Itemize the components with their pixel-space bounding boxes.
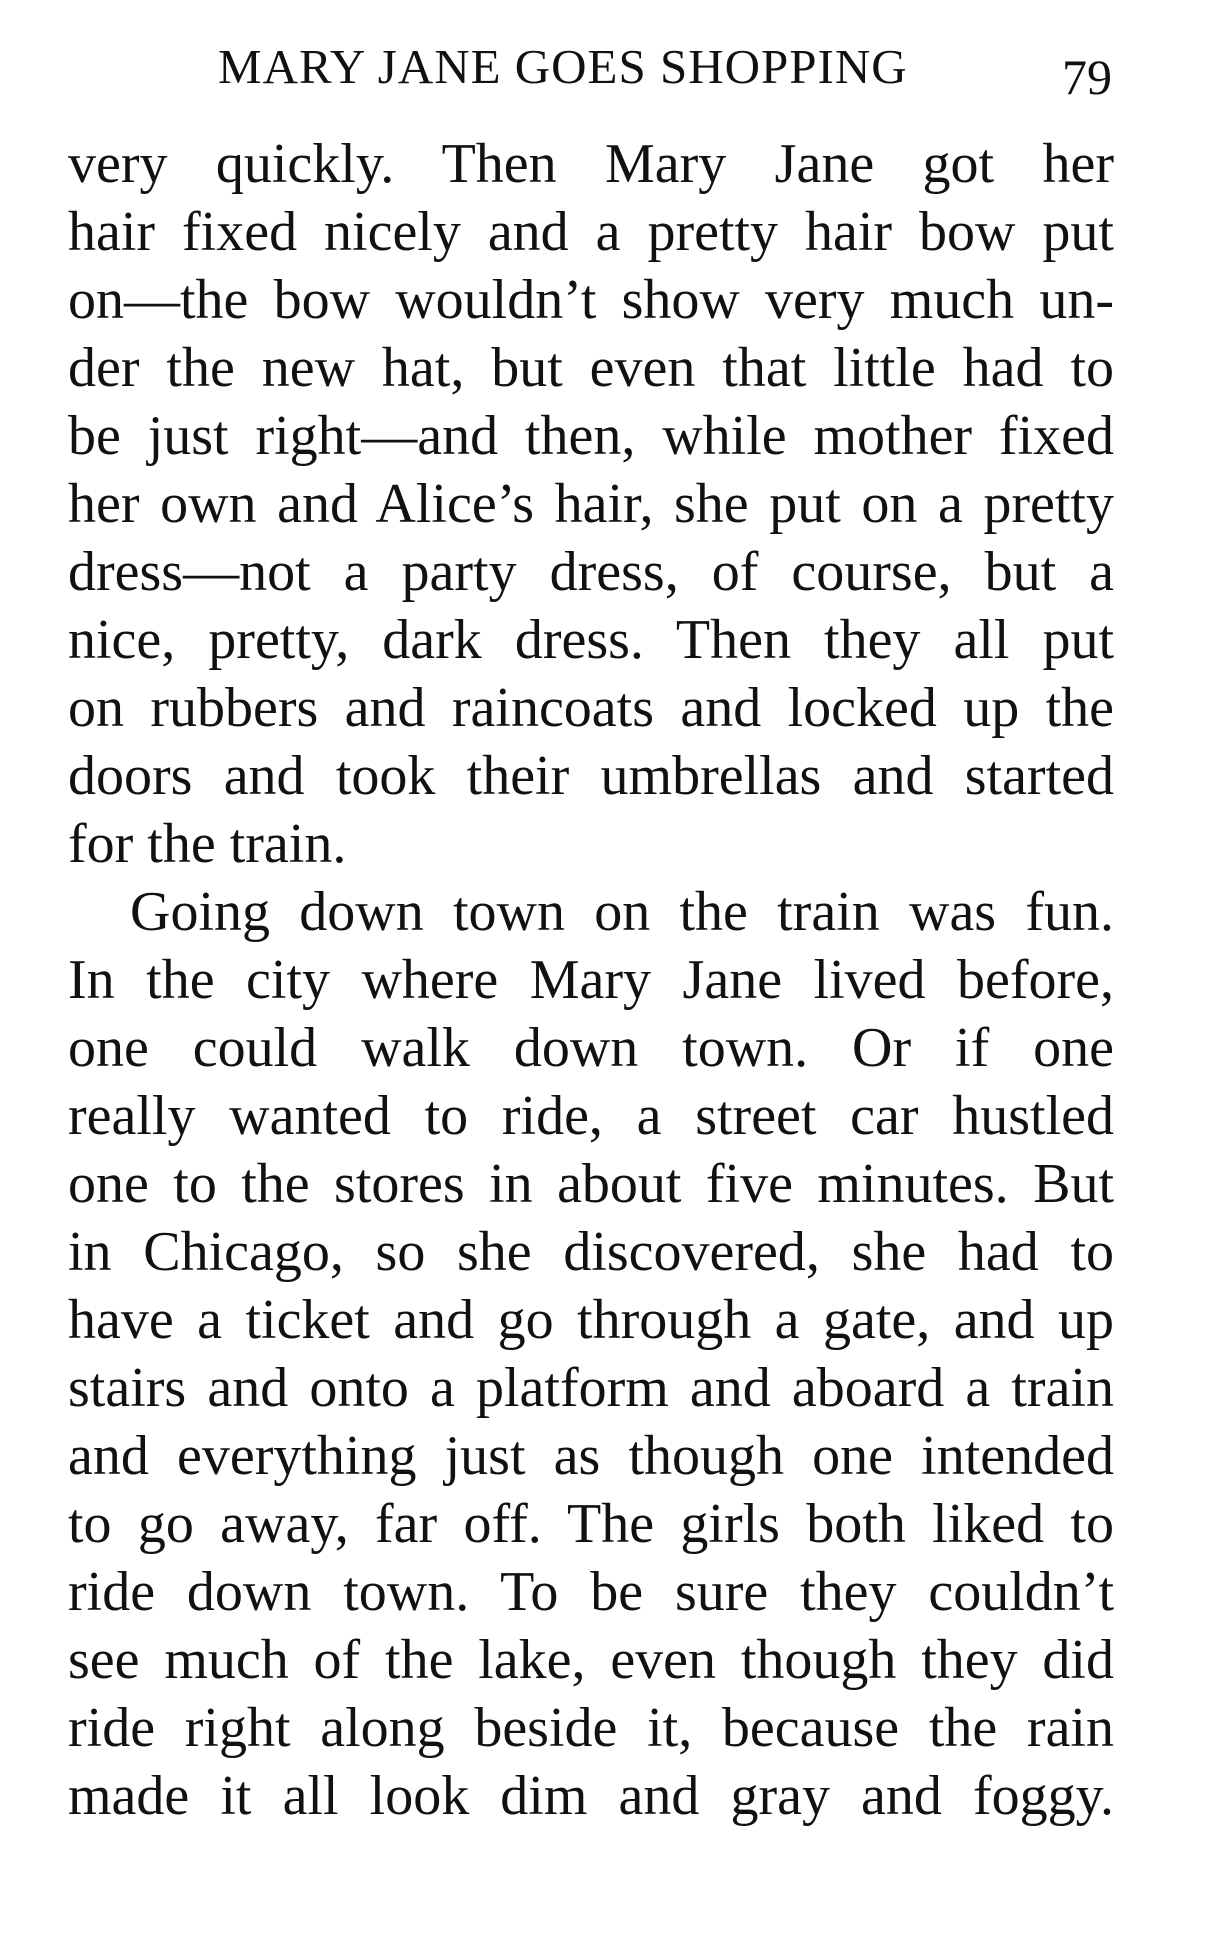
text-line: der the new hat, but even that little had to	[68, 337, 1114, 399]
paragraph-2	[68, 878, 1114, 1830]
text-line: doors and took their umbrellas and started	[68, 745, 1114, 807]
text-line: on—the bow wouldn’t show very much un-	[68, 269, 1114, 331]
text-line: In the city where Mary Jane lived before,	[68, 949, 1114, 1011]
text-line: her own and Alice’s hair, she put on a pretty	[68, 473, 1114, 535]
text-line: on rubbers and raincoats and locked up the	[68, 677, 1114, 739]
text-line: one to the stores in about five minutes. But	[68, 1153, 1114, 1215]
text-line: Going down town on the train was fun.	[130, 881, 1114, 943]
text-line: very quickly. Then Mary Jane got her	[68, 133, 1114, 195]
text-line: to go away, far off. The girls both liked to	[68, 1493, 1114, 1555]
body-text	[68, 130, 1114, 1830]
running-head	[0, 34, 1228, 114]
text-line: for the train.	[68, 813, 347, 875]
text-line: in Chicago, so she discovered, she had to	[68, 1221, 1114, 1283]
text-line: nice, pretty, dark dress. Then they all put	[68, 609, 1114, 671]
text-line: made it all look dim and gray and foggy.	[68, 1765, 1114, 1827]
text-line: and everything just as though one intended	[68, 1425, 1114, 1487]
running-title: MARY JANE GOES SHOPPING	[218, 39, 908, 94]
text-line: be just right—and then, while mother fixed	[68, 405, 1114, 467]
text-line: have a ticket and go through a gate, and up	[68, 1289, 1114, 1351]
paragraph-1	[68, 130, 1114, 878]
text-line: ride down town. To be sure they couldn’t	[68, 1561, 1114, 1623]
text-line: ride right along beside it, because the rain	[68, 1697, 1114, 1759]
text-line: hair fixed nicely and a pretty hair bow put	[68, 201, 1114, 263]
page-number: 79	[1062, 49, 1112, 105]
text-line: see much of the lake, even though they did	[68, 1629, 1114, 1691]
text-line: dress—not a party dress, of course, but a	[68, 541, 1114, 603]
text-line: one could walk down town. Or if one	[68, 1017, 1114, 1079]
text-line: really wanted to ride, a street car hustled	[68, 1085, 1114, 1147]
text-line: stairs and onto a platform and aboard a train	[68, 1357, 1114, 1419]
